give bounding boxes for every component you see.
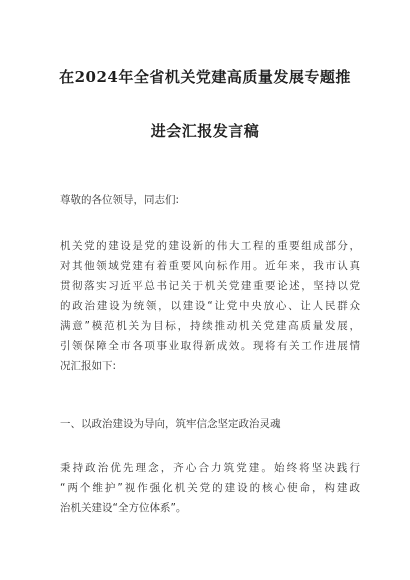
paragraph-line: 况汇报如下:	[60, 360, 117, 372]
paragraph-2	[60, 458, 360, 518]
paragraph-line: 对其他领域党建有着重要风向标作用。近年来，我市认真	[60, 260, 360, 272]
document-title-line-2: 进会汇报发言稿	[150, 122, 260, 140]
paragraph-1	[60, 236, 360, 376]
paragraph-line: 机关党的建设是党的建设新的伟大工程的重要组成部分，	[60, 240, 360, 252]
paragraph-line: 引领保障全市各项事业取得新成效。现将有关工作进展情	[60, 340, 360, 352]
document-title-line-1: 在2024年全省机关党建高质量发展专题推	[59, 68, 351, 86]
paragraph-line: “两个维护”视作强化机关党的建设的核心使命，构建政	[60, 482, 360, 494]
paragraph-line: 秉持政治优先理念，齐心合力筑党建。始终将坚决践行	[60, 462, 360, 474]
salutation: 尊敬的各位领导，同志们:	[60, 194, 180, 206]
paragraph-line: 治机关建设“全方位体系”。	[60, 502, 187, 514]
paragraph-line: 满意”模范机关为目标，持续推动机关党建高质量发展，	[60, 320, 360, 332]
section-heading-1: 一、以政治建设为导向，筑牢信念坚定政治灵魂	[60, 418, 281, 430]
paragraph-line: 贯彻落实习近平总书记关于机关党建重要论述，坚持以党	[60, 280, 360, 292]
paragraph-line: 的政治建设为统领，以建设“让党中央放心、让人民群众	[60, 300, 360, 312]
